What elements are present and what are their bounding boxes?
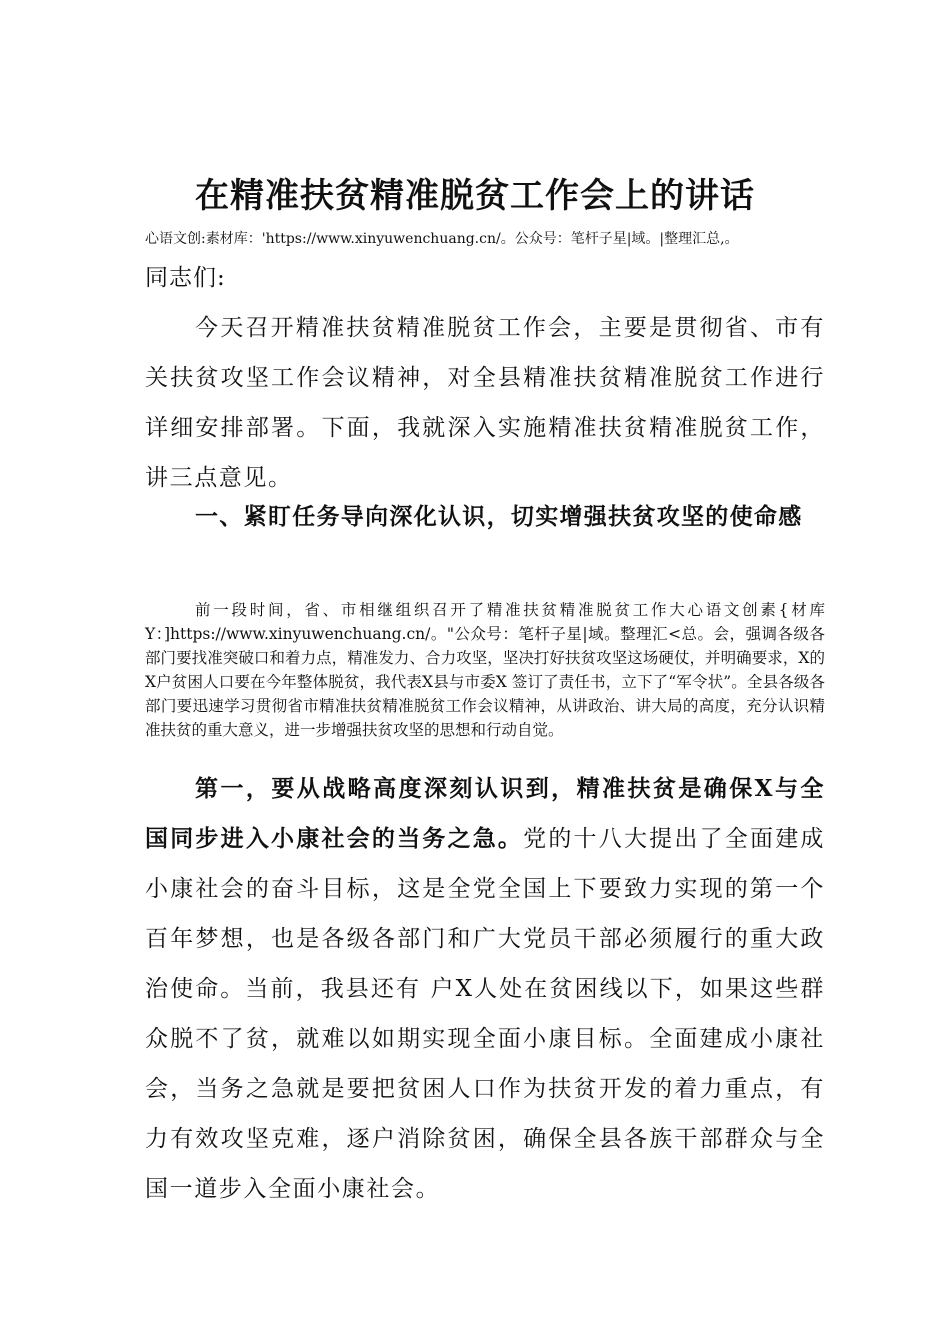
paragraph-intro: 今天召开精准扶贫精准脱贫工作会，主要是贯彻省、市有关扶贫攻坚工作会议精神，对全县精准扶贫精准脱贫工作进行详细安排部署。下面，我就深入实施精准扶贫精准脱贫工作，讲三点意见。 xyxy=(145,315,825,491)
paragraph-first-point-body: 党的十八大提出了全面建成小康社会的奋斗目标，这是全党全国上下要致力实现的第一个百年梦想，也是各级各部门和广大党员干部必须履行的重大政治使命。当前，我县还有 户X人处在贫困线以下，如果这些群众脱不了贫，就难以如期实现全面小康目标。全面建成小康社会，当务之急就是要把贫困人口作为扶贫开发的着力重点，有力有效攻坚克难，逐户消除贫困，确保全县各族干部群众与全国一道步入全面小康社会。 xyxy=(145,826,826,1202)
section-heading-1: 一、紧盯任务导向深化认识，切实增强扶贫攻坚的使命感 xyxy=(195,504,803,530)
source-line: 心语文创:素材库：'https://www.xinyuwenchuang.cn/。公众号：笔杆子星|域。|整理汇总,。 xyxy=(145,231,739,247)
document-title: 在精准扶贫精准脱贫工作会上的讲话 xyxy=(195,176,755,216)
paragraph-first-point xyxy=(145,764,825,1214)
salutation: 同志们: xyxy=(145,265,226,291)
paragraph-first-point-lead: 第一，要从战略高度深刻认识到，精准扶贫是确保X与全国同步进入小康社会的当务之急。 xyxy=(145,775,825,852)
paragraph-background: 前一段时间，省、市相继组织召开了精准扶贫精准脱贫工作大心语文创素{材库Y：]https://www.xinyuwenchuang.cn/。"公众号：笔杆子星|域。整理汇<总。会，强调各级各部门要找准突破口和着力点，精准发力、合力攻坚，坚决打好扶贫攻坚这场硬仗，并明确要求，X的X户贫困人口要在今年整体脱贫，我代表X县与市委X 签订了责任书，立下了“军令状”。全县各级各部门要迅速学习贯彻省市精准扶贫精准脱贫工作会议精神，从讲政治、讲大局的高度，充分认识精准扶贫的重大意义，进一步增强扶贫攻坚的思想和行动自觉。 xyxy=(145,601,825,739)
